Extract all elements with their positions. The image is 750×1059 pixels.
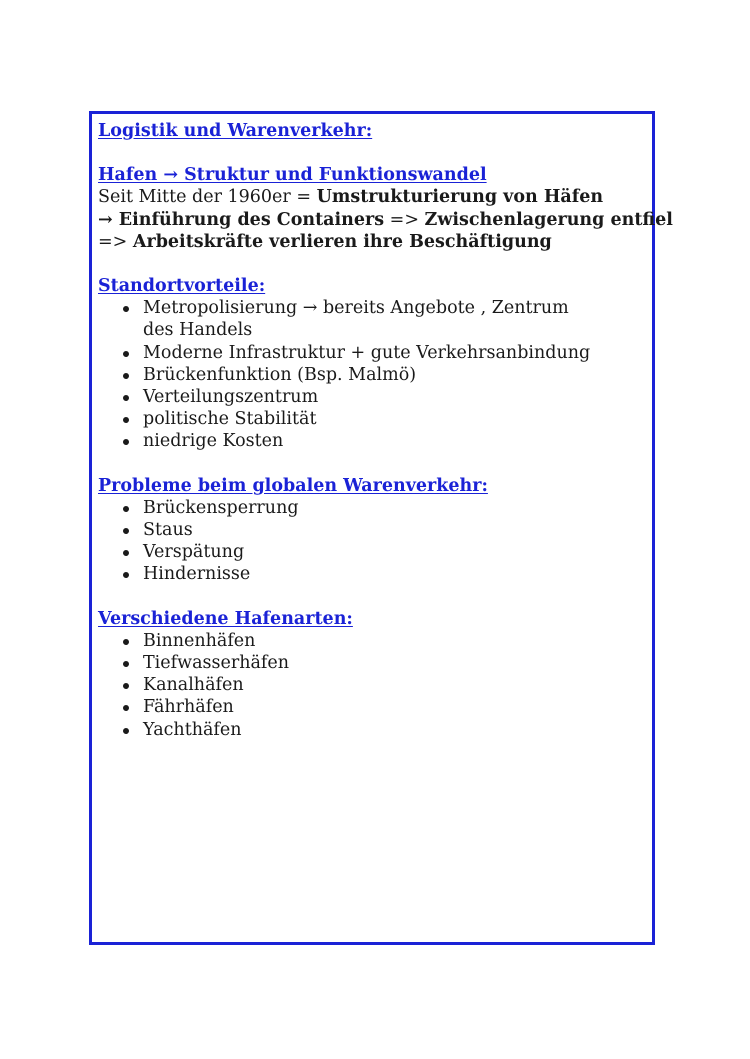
spacer <box>98 253 646 275</box>
spacer <box>98 142 646 164</box>
list-item: Metropolisierung → bereits Angebote , Zentrum des Handels <box>143 297 603 341</box>
list-item: Kanalhäfen <box>143 674 603 696</box>
list-item: niedrige Kosten <box>143 430 603 452</box>
list-item: Tiefwasserhäfen <box>143 652 603 674</box>
list-item: Moderne Infrastruktur + gute Verkehrsanbindung <box>143 342 603 364</box>
hafen-line-2-sep: => <box>384 209 425 230</box>
list-item: Yachthäfen <box>143 719 603 741</box>
note-frame <box>89 111 673 945</box>
hafen-line-2-arrow: → <box>98 209 119 230</box>
probleme-list <box>98 497 646 586</box>
hafen-line-2-bold-1: Einführung des Containers <box>118 209 385 230</box>
heading-logistik: Logistik und Warenverkehr: <box>98 121 373 141</box>
list-item: Verteilungszentrum <box>143 386 603 408</box>
hafen-line-1-prefix: Seit Mitte der 1960er = <box>98 187 317 208</box>
hafen-line-3-prefix: => <box>98 231 133 252</box>
list-item: Verspätung <box>143 541 603 563</box>
hafen-line-3-bold: Arbeitskräfte verlieren ihre Beschäftigung <box>132 231 552 252</box>
hafen-line-2 <box>98 209 673 231</box>
list-item: politische Stabilität <box>143 408 603 430</box>
list-item: Binnenhäfen <box>143 630 603 652</box>
hafen-line-3 <box>98 231 646 253</box>
hafen-line-2-bold-2: Zwischenlagerung entfiel <box>424 209 673 230</box>
hafen-line-1 <box>98 186 646 208</box>
standortvorteile-list <box>98 297 646 452</box>
list-item: Brückenfunktion (Bsp. Malmö) <box>143 364 603 386</box>
heading-probleme: Probleme beim globalen Warenverkehr: <box>98 475 488 496</box>
spacer <box>98 586 646 608</box>
list-item: Staus <box>143 519 603 541</box>
hafen-line-1-bold: Umstrukturierung von Häfen <box>316 187 604 208</box>
list-item: Hindernisse <box>143 563 603 585</box>
list-item: Fährhäfen <box>143 696 603 718</box>
heading-standortvorteile: Standortvorteile: <box>98 276 266 297</box>
heading-hafen: Hafen → Struktur und Funktionswandel <box>98 165 487 186</box>
spacer <box>98 453 646 475</box>
heading-hafenarten: Verschiedene Hafenarten: <box>98 608 353 629</box>
hafenarten-list <box>98 630 646 741</box>
list-item: Brückensperrung <box>143 497 603 519</box>
